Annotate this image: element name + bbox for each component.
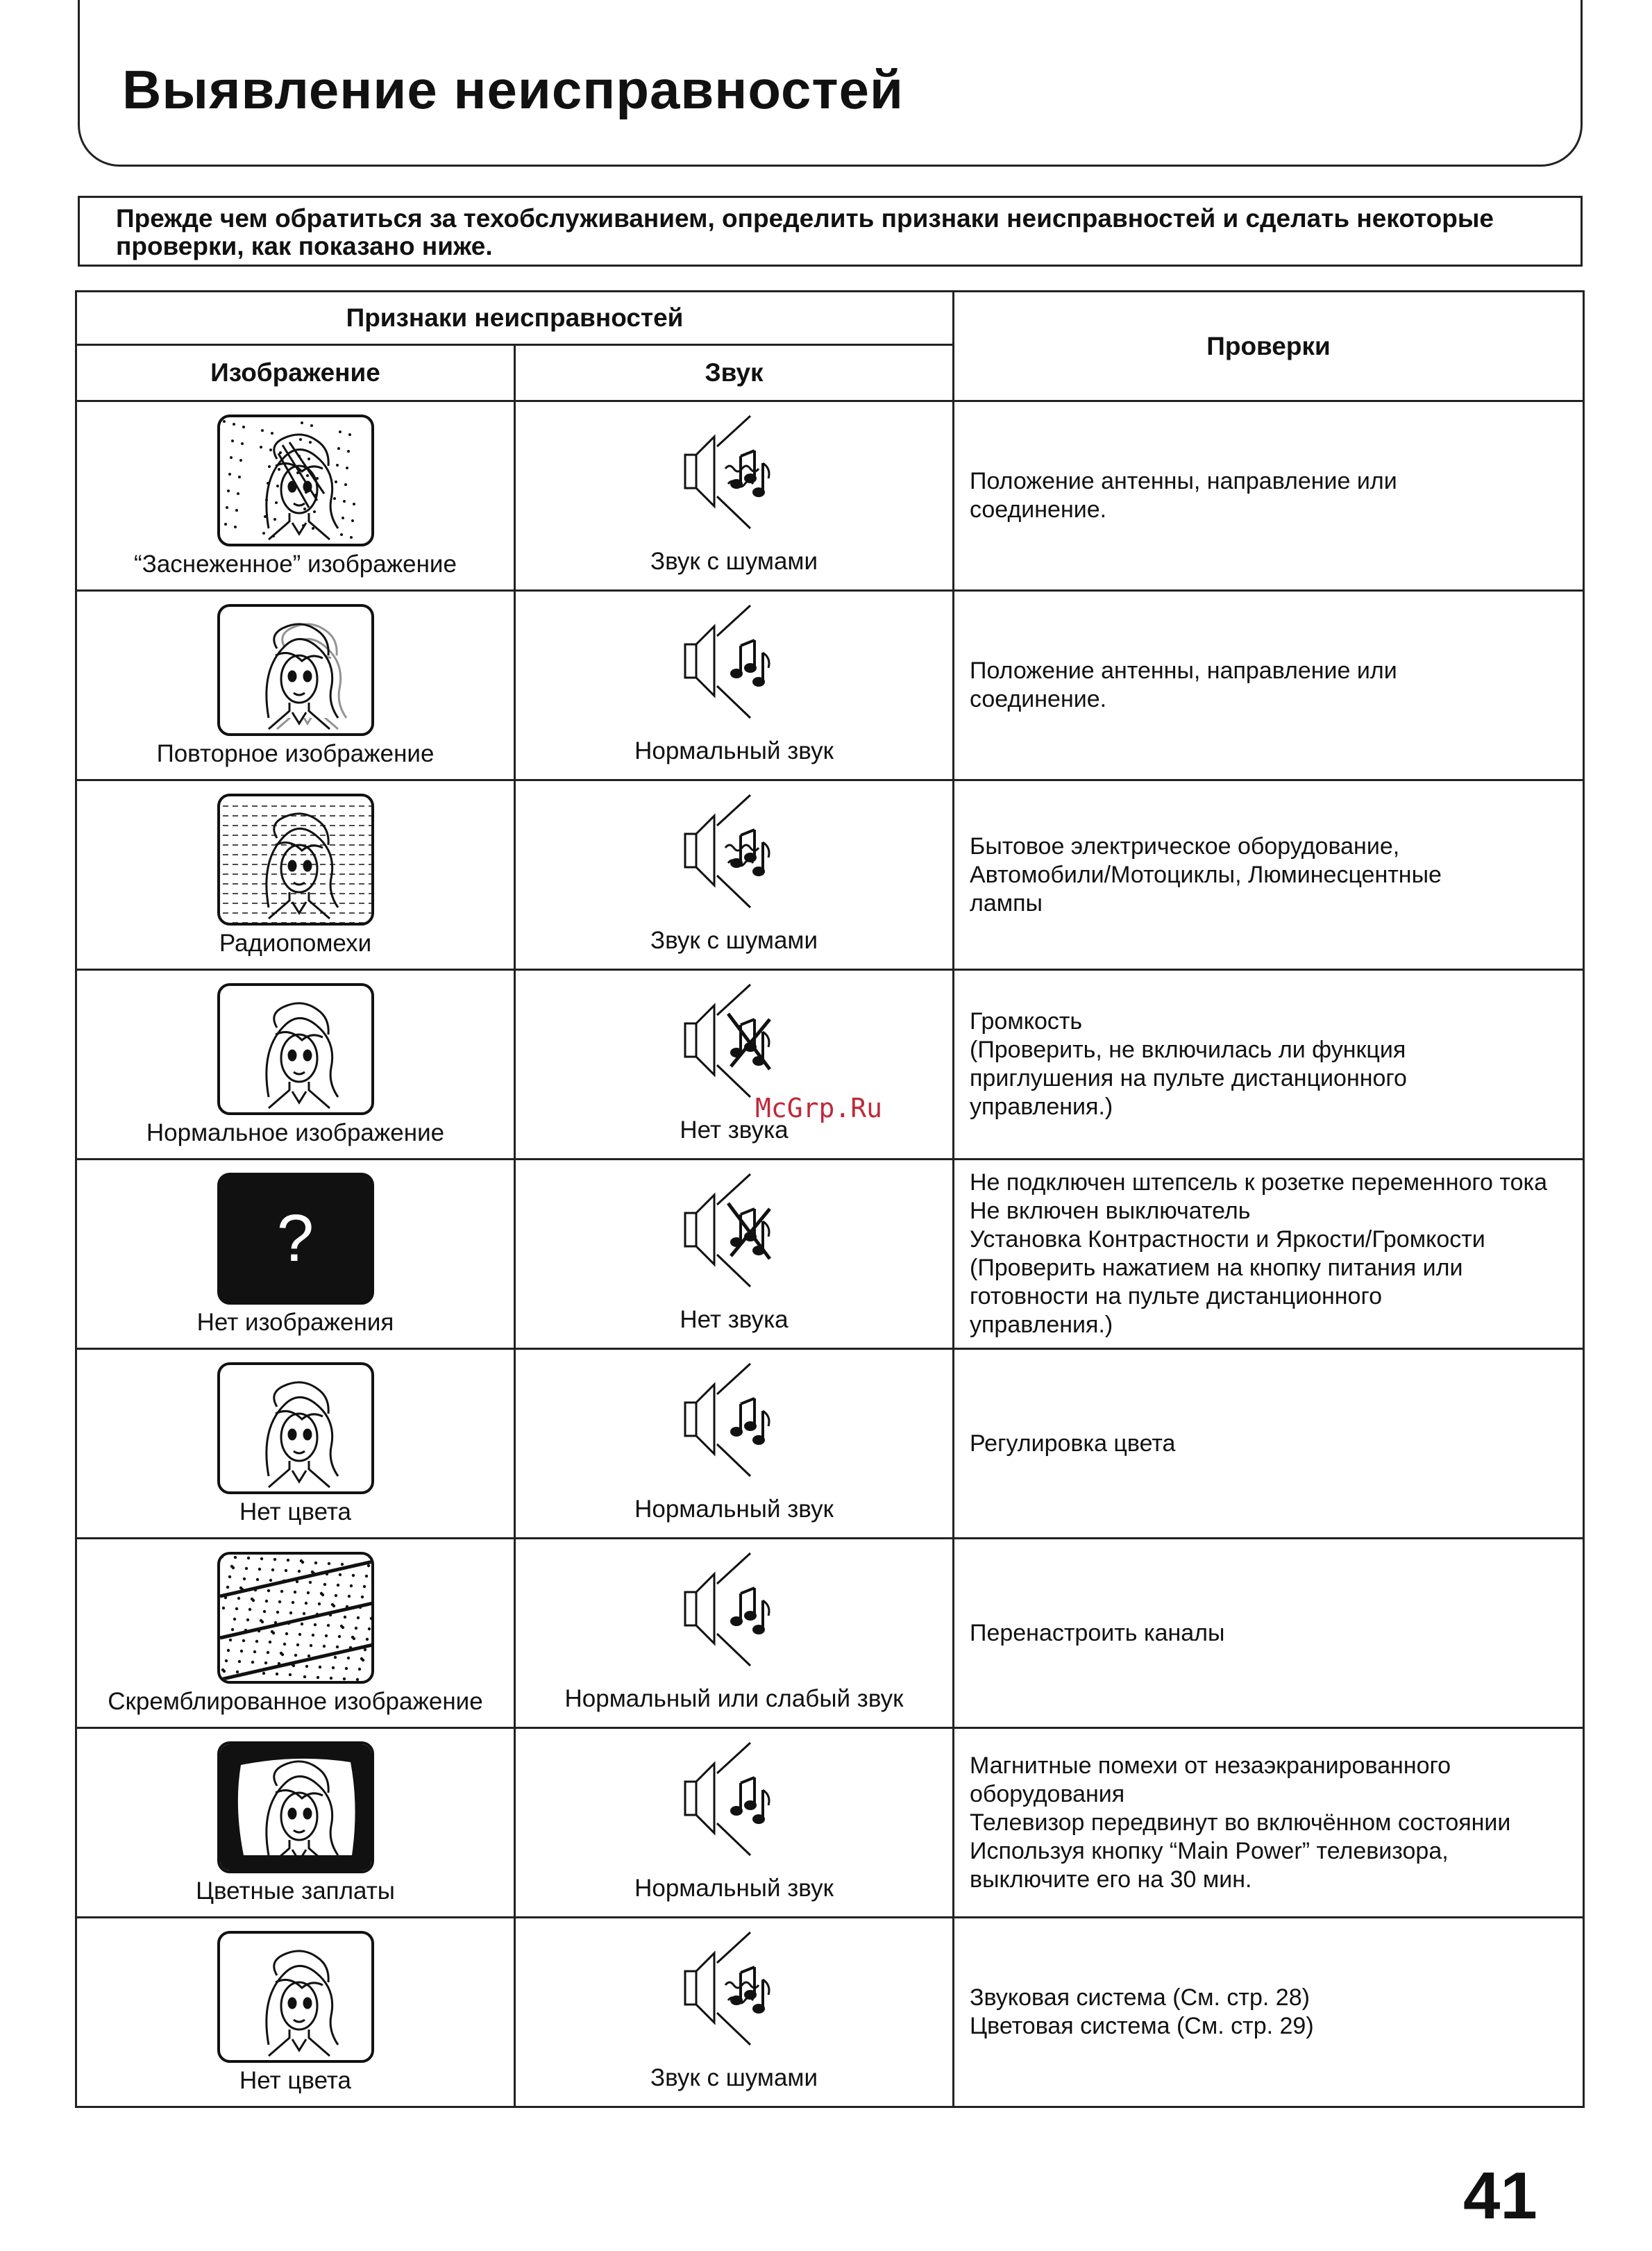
normal-sound-icon [516, 599, 952, 730]
sound-label: Нормальный или слабый звук [564, 1685, 904, 1712]
picture-cell [76, 970, 515, 1160]
check-line: Регулировка цвета [970, 1430, 1176, 1457]
picture-column-header: Изображение [76, 345, 515, 401]
normal-picture-icon [217, 983, 374, 1115]
picture-label: Нет цвета [239, 2067, 351, 2094]
picture-cell [76, 780, 515, 970]
noisy-sound-icon [516, 1925, 952, 2057]
sound-label: Нет звука [680, 1116, 789, 1144]
sound-label: Звук с шумами [650, 2064, 818, 2091]
table-row [76, 1349, 1584, 1539]
check-line: лампы [970, 889, 1043, 917]
checks-header: Проверки [954, 292, 1584, 401]
sound-label: Нормальный звук [634, 737, 834, 764]
no-picture-icon [217, 1173, 374, 1305]
normal-picture-icon [217, 1931, 374, 2063]
check-line: Перенастроить каналы [970, 1619, 1225, 1646]
no-sound-icon [516, 1167, 952, 1299]
table-row [76, 401, 1584, 591]
snowy-picture-icon [217, 415, 374, 546]
picture-label: Скремблированное изображение [108, 1688, 483, 1715]
checks-cell [954, 1918, 1584, 2107]
sound-label: Звук с шумами [650, 548, 818, 575]
sound-cell [515, 1160, 954, 1349]
page-title: Выявление неисправностей [122, 59, 904, 120]
check-line: Установка Контрастности и Яркости/Громкости [970, 1226, 1485, 1253]
table-row [76, 1160, 1584, 1349]
picture-cell [76, 401, 515, 591]
intro-note: Прежде чем обратиться за техобслуживанием, определить признаки неисправностей и сделать некоторые проверки, как показано ниже. [78, 196, 1583, 267]
normal-sound-icon [516, 1546, 952, 1678]
sound-label: Нормальный звук [634, 1496, 834, 1523]
table-row [76, 1728, 1584, 1918]
picture-label: Нет изображения [196, 1309, 394, 1336]
sound-cell [515, 591, 954, 780]
check-line: Громкость [970, 1008, 1083, 1035]
noisy-sound-icon [516, 788, 952, 920]
sound-cell [515, 780, 954, 970]
table-row [76, 1918, 1584, 2107]
checks-cell [954, 1349, 1584, 1539]
check-line: Используя кнопку “Main Power” телевизора, [970, 1837, 1449, 1864]
table-row [76, 970, 1584, 1160]
normal-sound-icon [516, 1357, 952, 1489]
check-line: Звуковая система (См. стр. 28) [970, 1984, 1310, 2011]
picture-cell [76, 1539, 515, 1728]
picture-label: Радиопомехи [219, 930, 372, 957]
check-line: управления.) [970, 1312, 1113, 1338]
check-line: приглушения на пульте дистанционного [970, 1065, 1407, 1091]
sound-column-header: Звук [515, 345, 954, 401]
sound-cell [515, 401, 954, 591]
ghost-picture-icon [217, 604, 374, 736]
picture-cell [76, 1918, 515, 2107]
picture-label: Нет цвета [239, 1498, 351, 1525]
table-row [76, 591, 1584, 780]
checks-cell [954, 970, 1584, 1160]
sound-cell [515, 1728, 954, 1918]
check-line: оборудования [970, 1780, 1125, 1807]
check-line: Телевизор передвинут во включённом состоянии [970, 1809, 1511, 1836]
table-row [76, 780, 1584, 970]
checks-cell [954, 1728, 1584, 1918]
picture-cell [76, 1160, 515, 1349]
picture-cell [76, 1349, 515, 1539]
check-line: Не подключен штепсель к розетке переменного тока [970, 1169, 1548, 1196]
sound-cell [515, 970, 954, 1160]
check-line: Положение антенны, направление или [970, 658, 1397, 684]
watermark: McGrp.Ru [755, 1093, 883, 1123]
check-line: Бытовое электрическое оборудование, [970, 832, 1400, 860]
checks-cell [954, 780, 1584, 970]
color-patches-picture-icon [217, 1741, 374, 1873]
picture-label: Повторное изображение [156, 740, 435, 767]
normal-sound-icon [516, 1736, 952, 1868]
picture-label: Цветные заплаты [196, 1877, 395, 1905]
check-line: (Проверить, не включилась ли функция [970, 1037, 1406, 1063]
check-line: выключите его на 30 мин. [970, 1866, 1252, 1893]
check-line: соединение. [970, 686, 1107, 712]
check-line: (Проверить нажатием на кнопку питания или [970, 1255, 1463, 1281]
page-number: 41 [1463, 2159, 1537, 2233]
interference-picture-icon [217, 794, 374, 926]
check-line: готовности на пульте дистанционного [970, 1283, 1383, 1309]
check-line: соединение. [970, 496, 1107, 523]
picture-cell [76, 591, 515, 780]
checks-cell [954, 1160, 1584, 1349]
noisy-sound-icon [516, 409, 952, 541]
table-row [76, 1539, 1584, 1728]
picture-label: “Заснеженное” изображение [134, 551, 457, 578]
sound-label: Нормальный звук [634, 1875, 834, 1902]
check-line: Не включен выключатель [970, 1198, 1251, 1224]
checks-cell [954, 401, 1584, 591]
symptoms-header: Признаки неисправностей [76, 292, 954, 345]
check-line: Цветовая система (См. стр. 29) [970, 2013, 1314, 2039]
check-line: Автомобили/Мотоциклы, Люминесцентные [970, 861, 1442, 888]
sound-cell [515, 1349, 954, 1539]
scrambled-picture-icon [217, 1552, 374, 1684]
sound-cell [515, 1539, 954, 1728]
checks-cell [954, 591, 1584, 780]
sound-label: Нет звука [680, 1306, 789, 1333]
troubleshooting-table [75, 290, 1585, 2108]
checks-cell [954, 1539, 1584, 1728]
picture-label: Нормальное изображение [146, 1119, 445, 1146]
sound-label: Звук с шумами [650, 927, 818, 954]
sound-cell [515, 1918, 954, 2107]
question-mark: ? [276, 1201, 314, 1275]
picture-cell [76, 1728, 515, 1918]
check-line: управления.) [970, 1094, 1113, 1120]
check-line: Положение антенны, направление или [970, 468, 1397, 494]
normal-picture-icon [217, 1362, 374, 1494]
check-line: Магнитные помехи от незаэкранированного [970, 1752, 1451, 1779]
no-sound-icon [516, 978, 952, 1110]
